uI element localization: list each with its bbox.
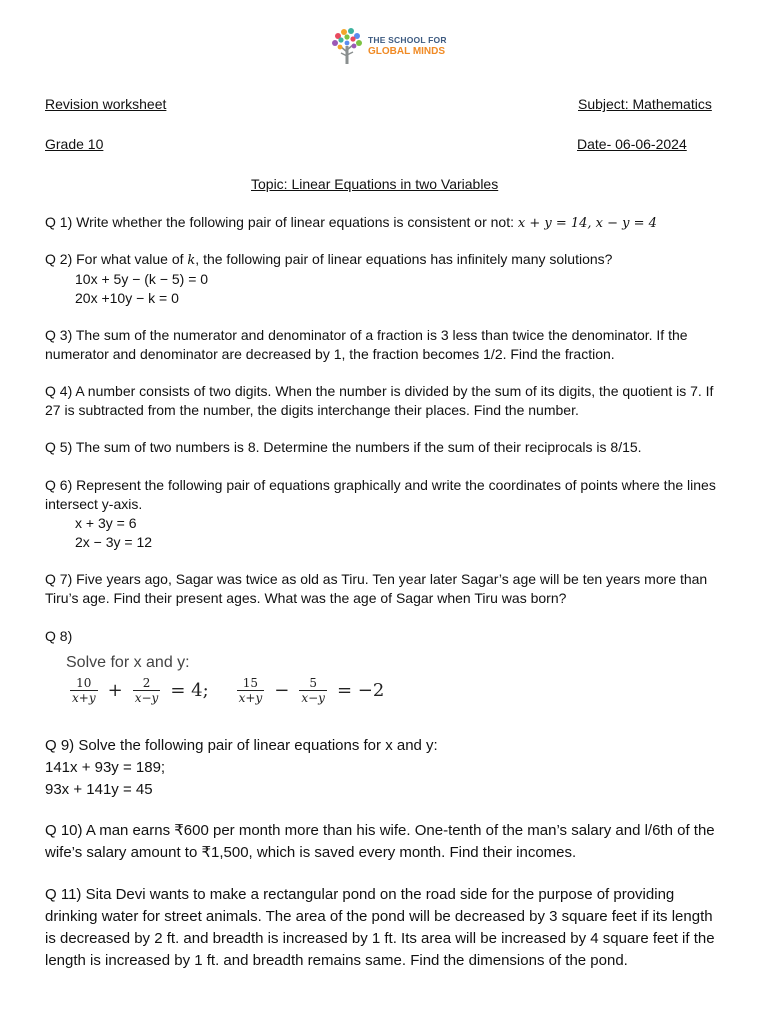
q2-eq2: 20x +10y − k = 0 — [75, 290, 179, 306]
fraction-3 — [237, 676, 265, 705]
question-4 — [45, 382, 725, 420]
q9-eq1: 141x + 93y = 189; — [45, 759, 166, 776]
eq1-rhs: = 4; — [170, 680, 209, 701]
q9-text: Q 9) Solve the following pair of linear equations for x and y: — [45, 737, 438, 754]
q1-equation: x + y = 14, x − y = 4 — [517, 216, 657, 231]
q6-text: Q 6) Represent the following pair of equations graphically and write the coordinates of points where the lines intersect y-axis. — [45, 477, 716, 512]
fraction-4 — [299, 676, 327, 705]
q3-text: Q 3) The sum of the numerator and denominator of a fraction is 3 less than twice the denominator. If the numerator and denominator are decreased by 1, the fraction becomes 1/2. Find the fraction. — [45, 327, 688, 362]
fraction-2-den: x−y — [134, 691, 159, 705]
question-8 — [45, 627, 725, 646]
q8-equation-row — [66, 676, 390, 705]
q10-text: Q 10) A man earns ₹600 per month more than his wife. One-tenth of the man’s salary and l/6th of the wife’s salary amount to ₹1,500, which is saved every month. Find their incomes. — [45, 822, 715, 861]
fraction-1-num: 10 — [76, 676, 92, 690]
logo-line1: THE SCHOOL FOR — [368, 35, 447, 45]
fraction-4-num: 5 — [309, 676, 317, 690]
q6-eq1: x + 3y = 6 — [75, 515, 137, 531]
question-9 — [45, 735, 725, 801]
question-11 — [45, 884, 725, 972]
eq2-rhs: = −2 — [336, 680, 385, 701]
q6-eq2: 2x − 3y = 12 — [75, 534, 153, 550]
fraction-1-den: x+y — [72, 691, 96, 705]
subject-label: Subject: Mathematics — [578, 96, 712, 112]
date-label: Date- 06-06-2024 — [577, 136, 687, 152]
question-10 — [45, 820, 725, 864]
q2-text-a: Q 2) For what value of — [45, 251, 188, 267]
q8-title: Solve for x and y: — [66, 654, 190, 671]
topic-heading: Topic: Linear Equations in two Variables — [251, 176, 499, 192]
fraction-1 — [70, 676, 98, 705]
question-1 — [45, 213, 725, 233]
q5-text: Q 5) The sum of two numbers is 8. Determine the numbers if the sum of their reciprocals is 8/15. — [45, 439, 642, 455]
q8-equations — [66, 654, 390, 705]
minus-sign: − — [274, 680, 290, 701]
q11-text: Q 11) Sita Devi wants to make a rectangular pond on the road side for the purpose of providing drinking water for street animals. The area of the pond will be decreased by 3 square feet if its length is decreased by 2 ft. and breadth is increased by 1 ft. Its area will be increased by 4 square feet if the length is increased by 1 ft. and breadth remains same. Find the dimensions of the pond. — [45, 886, 715, 969]
q1-text: Q 1) Write whether the following pair of linear equations is consistent or not: — [45, 214, 518, 230]
question-5 — [45, 438, 725, 457]
logo-line2: GLOBAL MINDS — [368, 46, 446, 57]
q2-var: k — [187, 253, 196, 268]
grade-label: Grade 10 — [45, 136, 104, 152]
plus-sign: + — [107, 680, 123, 701]
question-2 — [45, 250, 725, 308]
worksheet-title: Revision worksheet — [45, 96, 167, 112]
q4-text: Q 4) A number consists of two digits. When the number is divided by the sum of its digits, the quotient is 7. If 27 is subtracted from the number, the digits interchange their places. Find the number. — [45, 383, 714, 418]
q2-text-b: , the following pair of linear equations has infinitely many solutions? — [195, 251, 613, 267]
fraction-3-den: x+y — [238, 691, 263, 705]
fraction-2 — [133, 676, 161, 705]
tree-icon — [330, 26, 364, 66]
fraction-4-den: x−y — [301, 691, 325, 705]
q2-eq1: 10x + 5y − (k − 5) = 0 — [75, 271, 209, 287]
q7-text: Q 7) Five years ago, Sagar was twice as old as Tiru. Ten year later Sagar’s age will be ten years more than Tiru’s age. Find their present ages. What was the age of Sagar when Tiru was born? — [45, 571, 708, 606]
fraction-2-num: 2 — [142, 676, 151, 690]
q9-eq2: 93x + 141y = 45 — [45, 781, 153, 798]
school-logo — [330, 26, 447, 66]
question-7 — [45, 570, 725, 608]
question-3 — [45, 326, 725, 364]
q8-label: Q 8) — [45, 628, 73, 644]
fraction-3-num: 15 — [242, 676, 259, 690]
question-6 — [45, 476, 725, 552]
